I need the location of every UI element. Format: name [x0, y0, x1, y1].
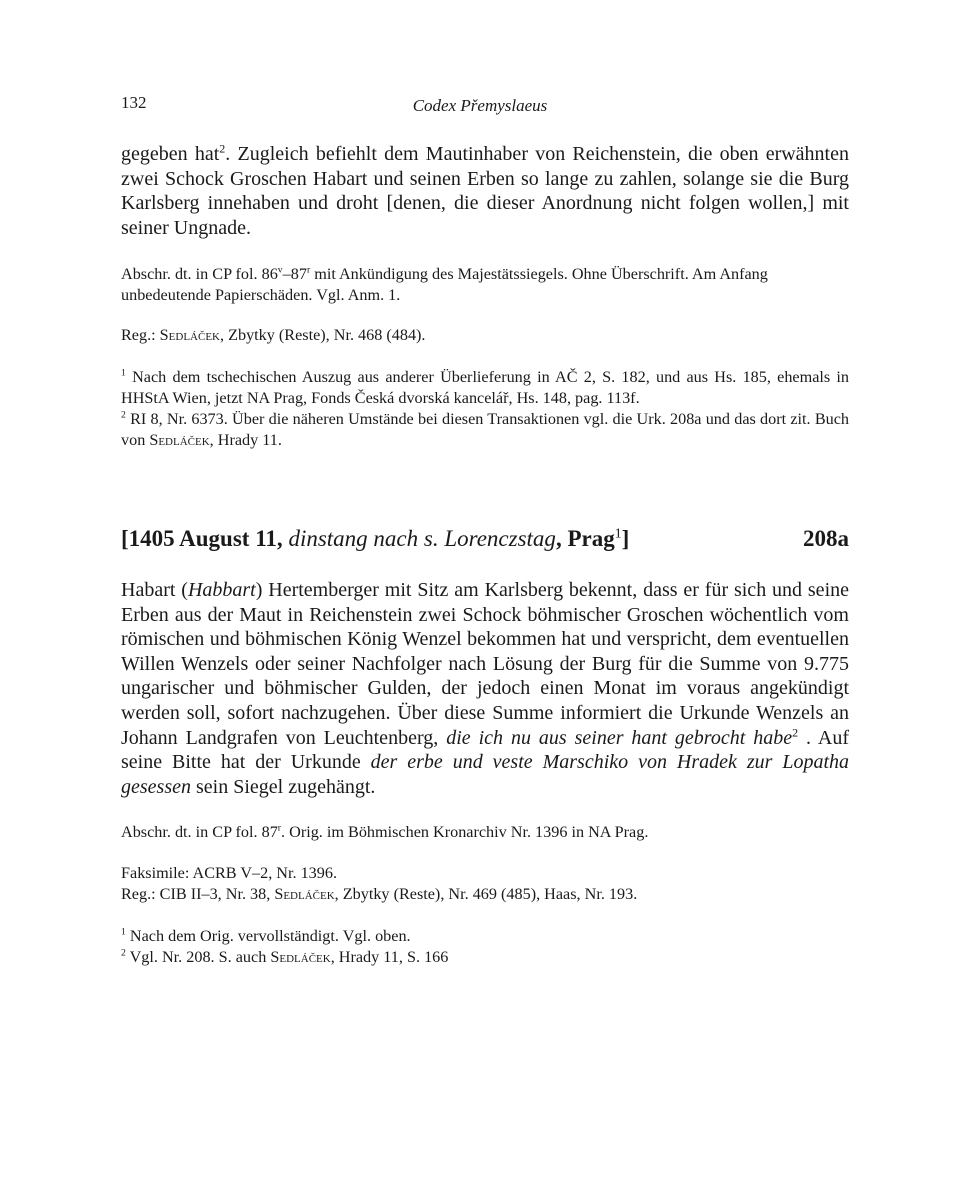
- source-text-end: mit Ankündigung des Majestätssiegels. Ohne Überschrift. Am Anfang unbedeutende Papierschäden. Vgl. Anm. 1.: [121, 265, 768, 304]
- quoted-phrase-2: der erbe und veste Marschiko von Hradek zur Lopatha gesessen: [121, 751, 850, 798]
- author-name: Sedláček: [159, 326, 221, 344]
- author-name: Sedláček: [270, 948, 331, 966]
- continuation-paragraph: [121, 142, 849, 240]
- footnotes-section: [121, 367, 849, 451]
- footnote-text-end: , Hrady 11.: [209, 431, 282, 449]
- author-name: Sedláček: [274, 885, 335, 903]
- footnote-2: [121, 409, 849, 451]
- footnote-1: [121, 367, 849, 409]
- footnote-number: 2: [121, 409, 126, 421]
- source-note-2: Abschr. dt. in CP fol. 87$^r$. Orig. im Böhmischen Kronarchiv Nr. 1396 in NA Prag.: [121, 822, 649, 841]
- page-number: 132: [121, 93, 147, 112]
- footnote-ref-2: 2: [219, 141, 226, 156]
- footnote-number: 2: [121, 947, 126, 959]
- facsimile-regest-notes: [121, 863, 849, 905]
- running-title: Codex Přemyslaeus: [412, 96, 548, 115]
- footnote-1: [121, 926, 849, 947]
- footnote-text: Nach dem Orig. vervollständigt. Vgl. oben.: [125, 927, 411, 945]
- footnote-2: [121, 947, 849, 968]
- source-text: Abschr. dt. in CP fol. 86: [121, 265, 278, 283]
- footnote-number: 1: [121, 367, 126, 379]
- footnote-text-end: , Hrady 11, S. 166: [330, 948, 449, 966]
- regest-note: [121, 325, 849, 346]
- source-note: [121, 264, 849, 306]
- footnote-text: Nach dem tschechischen Auszug aus anderer Überlieferung in AČ 2, S. 182, und aus Hs. 185, ehemals in HHStA Wien, jetzt NA Prag, Fonds Česká dvorská kancelář, Hs. 148, pag. 113f.: [121, 368, 849, 407]
- document-heading: [121, 526, 849, 552]
- quoted-phrase: die ich nu aus seiner hant gebrocht habe: [446, 726, 793, 749]
- name-variant: Habbart: [187, 579, 256, 601]
- footnote-ref-1: 1: [614, 525, 622, 541]
- folio-recto: r: [277, 822, 282, 834]
- footnote-number: 1: [121, 926, 126, 938]
- footnote-text: Vgl. Nr. 208. S. auch: [125, 948, 271, 966]
- document-number: 208a: [803, 526, 849, 551]
- regest-note-2: Reg.: CIB II–3, Nr. 38, Sedláček, Zbytky (Reste), Nr. 469 (485), Haas, Nr. 193.: [121, 885, 638, 903]
- author-name: Sedláček: [149, 431, 210, 449]
- facsimile-note: Faksimile: ACRB V–2, Nr. 1396.: [121, 864, 338, 882]
- source-text-mid: –87: [282, 265, 307, 283]
- date-italic: dinstang nach s. Lorenczstag: [288, 526, 556, 551]
- footnotes-section-2: [121, 926, 849, 968]
- continuation-text-start: gegeben hat: [121, 143, 220, 165]
- abstract-paragraph: Habart (Habbart) Hertemberger mit Sitz am Karlsberg bekennt, dass er für sich und seine Erben aus der Maut in Reichenstein zwei Schock böhmischer Groschen wöchentlich vom römischen und böhmischen König Wenzel bekommen hat und verspricht, dem eventuellen Willen Wenzels oder seiner Nachfolger nach Lösung der Burg für die Summe von 9.775 ungarischer und böhmischer Gulden, der jedoch einen Monat im voraus angekündigt werden soll, sofort nachzugehen. Über diese Summe informiert die Urkunde Wenzels an Johann Landgrafen von Leuchtenberg, die ich nu aus seiner hant gebrocht habe$^2$ . Auf seine Bitte hat der Urkunde der erbe und veste Marschiko von Hradek zur Lopatha gesessen sein Siegel zugehängt.: [121, 579, 850, 798]
- footnote-text: RI 8, Nr. 6373. Über die näheren Umstände bei diesen Transaktionen vgl. die Urk. 208a und das dort zit. Buch von: [121, 410, 849, 449]
- footnote-ref-2: 2: [792, 724, 799, 739]
- reg-text: , Zbytky (Reste), Nr. 468 (484).: [220, 326, 426, 344]
- folio-verso: v: [277, 264, 283, 276]
- folio-recto: r: [306, 264, 311, 276]
- reg-label: Reg.:: [121, 326, 160, 344]
- continuation-text: . Zugleich befiehlt dem Mautinhaber von Reichenstein, die oben erwähnten zwei Schock Groschen Habart und seinen Erben so lange zu zahlen, solange sie die Burg Karlsberg innehaben und droht [denen, die dieser Anordnung nicht folgen wollen,] mit seiner Ungnade.: [121, 143, 849, 239]
- document-date-place: [1405 August 11, dinstang nach s. Lorenczstag, Prag$^1$]: [121, 525, 630, 551]
